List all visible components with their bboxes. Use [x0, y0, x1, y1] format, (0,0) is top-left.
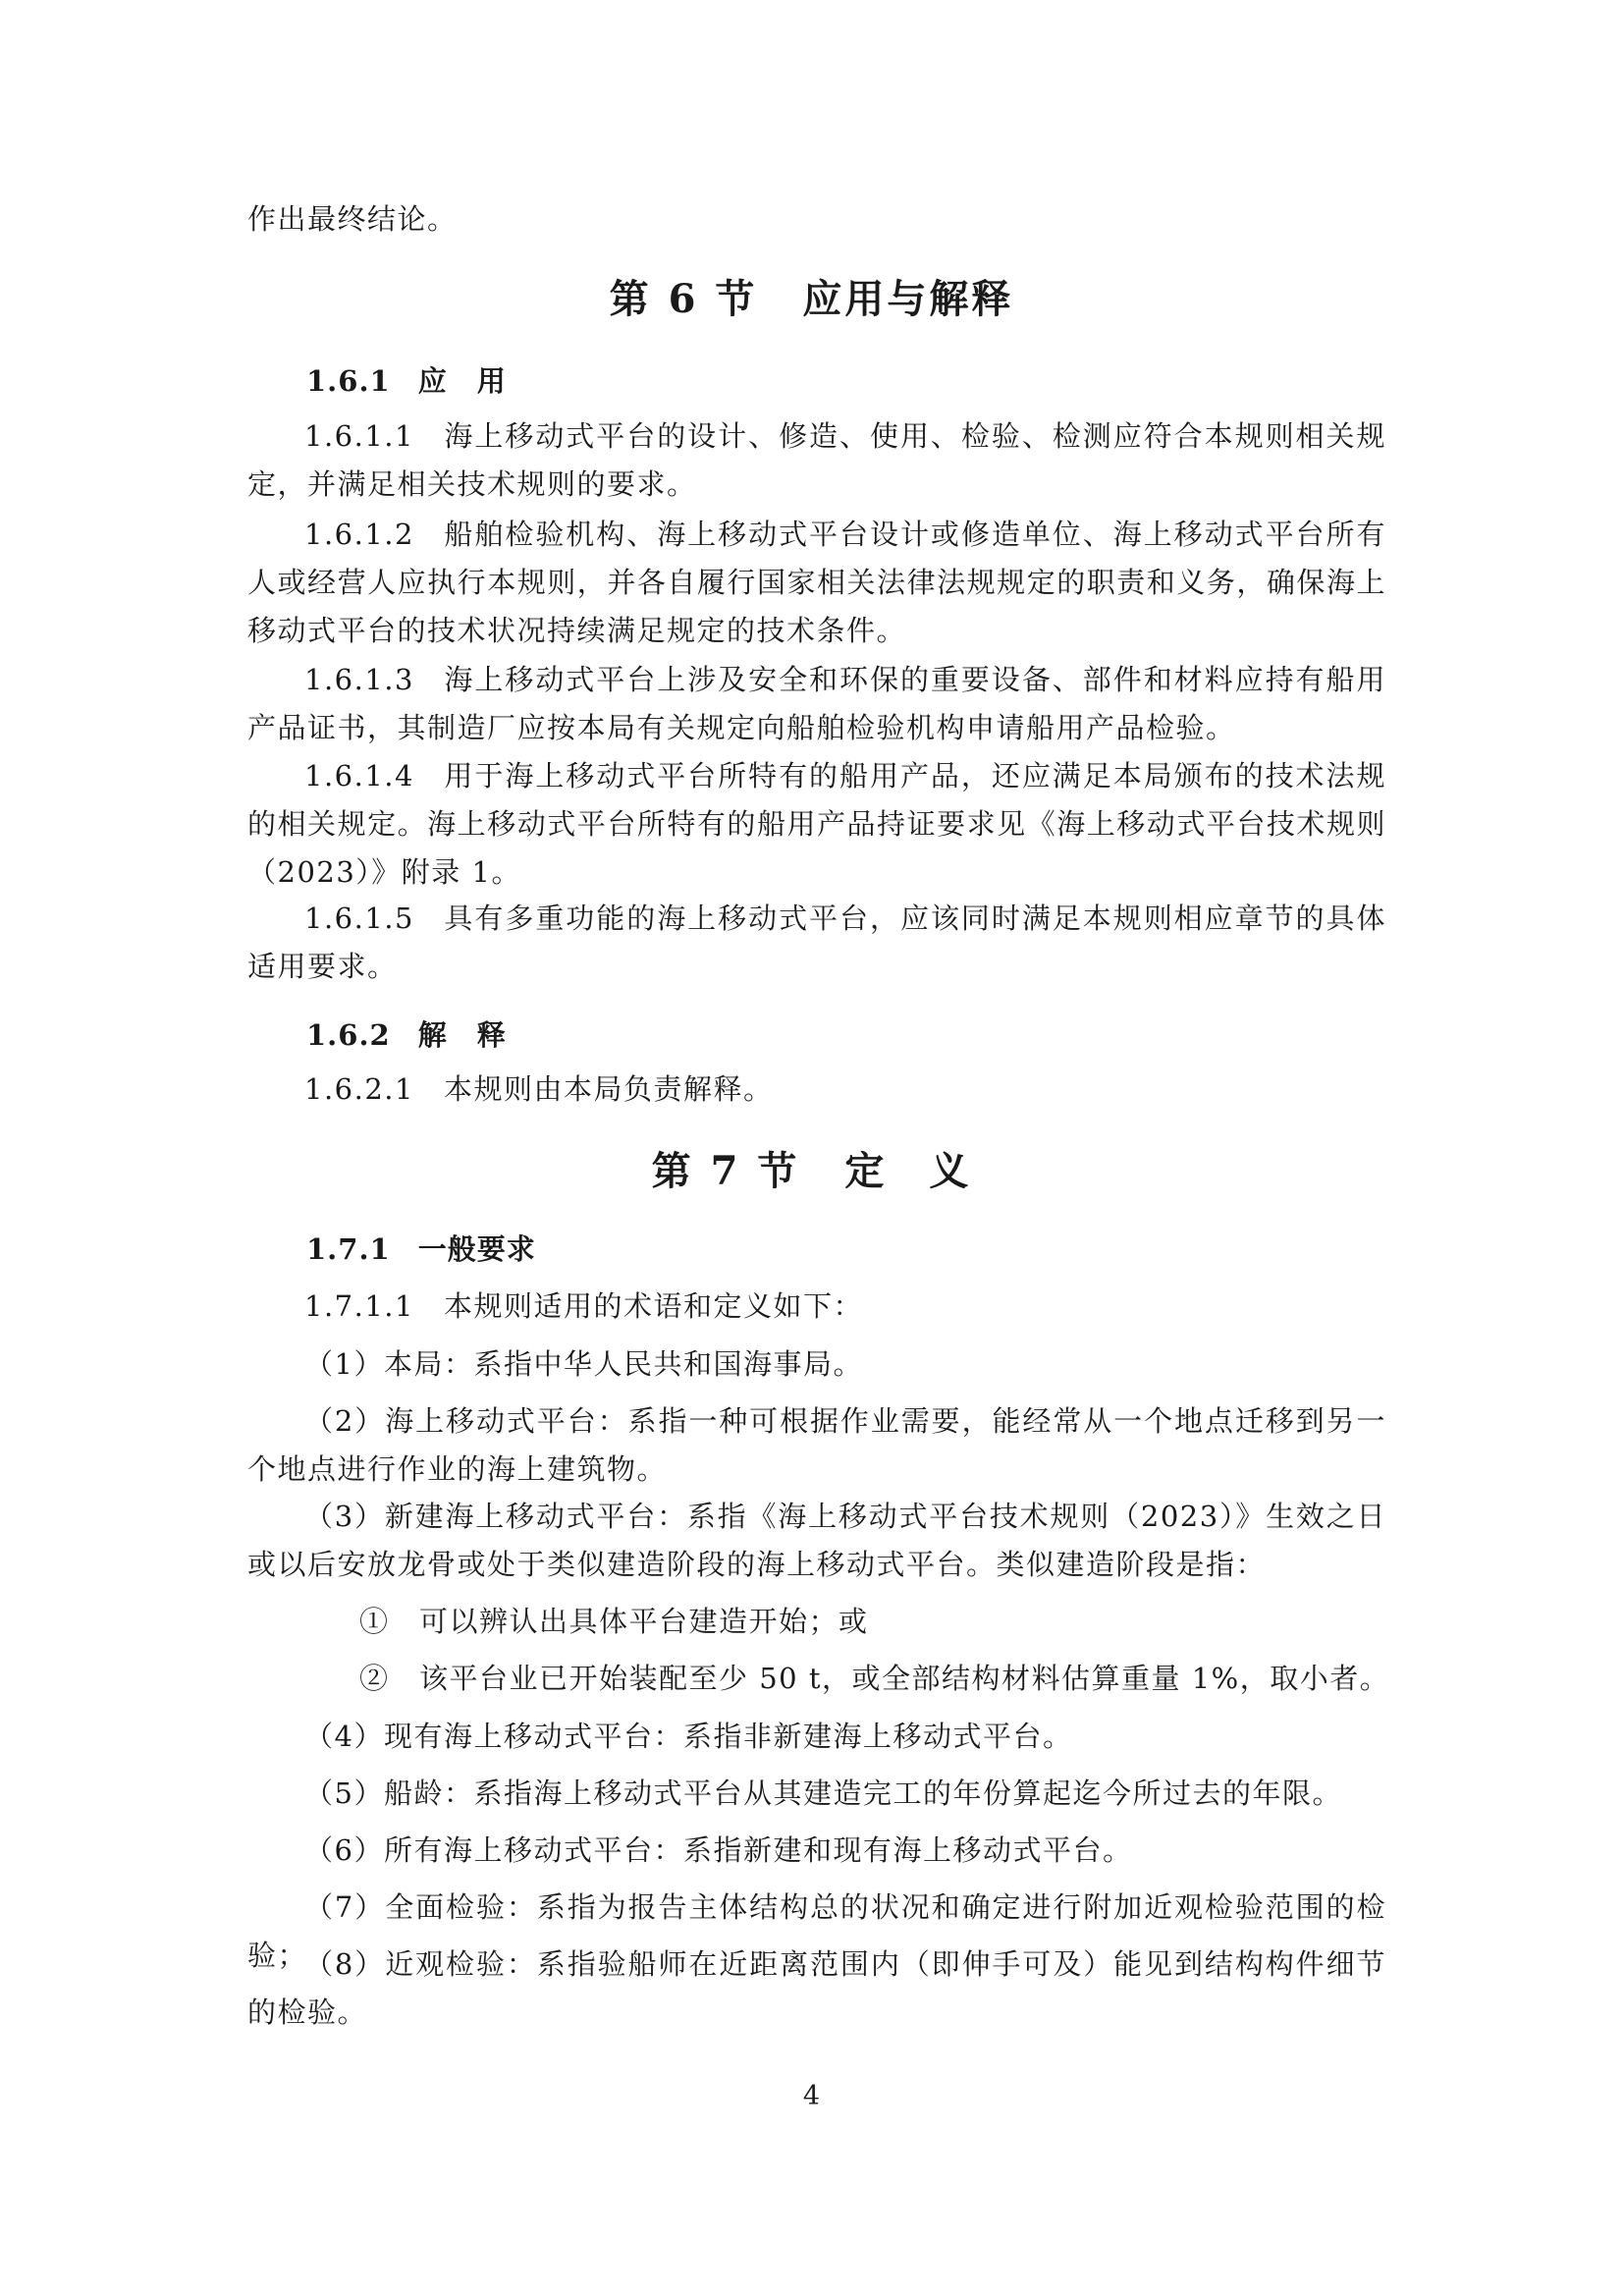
- heading-1-6-1: [306, 357, 507, 406]
- clause-text: 具有多重功能的海上移动式平台，应该同时满足本规则相应章节的具体适用要求。: [247, 902, 1386, 983]
- clause-number: 1.6.1.3: [304, 663, 414, 696]
- clause-number: 1.6.2.1: [304, 1072, 414, 1106]
- section-7-number: 第 7 节: [651, 1148, 800, 1194]
- section-6-number: 第 6 节: [609, 276, 758, 322]
- clause-text: 本规则适用的术语和定义如下：: [443, 1289, 863, 1323]
- clause-1-6-2-1: [247, 1066, 1386, 1114]
- definition-item: （7）全面检验：系指为报告主体结构总的状况和确定进行附加近观检验范围的检验；: [247, 1890, 1386, 1972]
- sub-item: ② 该平台业已开始装配至少 50 t，或全部结构材料估算重量 1%，取小者。: [359, 1662, 1390, 1695]
- heading-1-7-1: [306, 1226, 536, 1274]
- heading-title: 应 用: [417, 364, 507, 398]
- clause-number: 1.7.1.1: [304, 1289, 414, 1323]
- heading-title: 解 释: [417, 1018, 507, 1052]
- sub-item: ① 可以辨认出具体平台建造开始；或: [359, 1605, 869, 1638]
- definition-item: （2）海上移动式平台：系指一种可根据作业需要，能经常从一个地点迁移到另一个地点进行作业的海上建筑物。: [247, 1404, 1386, 1486]
- section-7-heading: [0, 1144, 1623, 1199]
- page-number: 4: [802, 2081, 821, 2111]
- heading-number: 1.7.1: [306, 1232, 391, 1266]
- clause-1-6-1-5: [247, 895, 1386, 991]
- intro-text: 作出最终结论。: [247, 202, 458, 236]
- section-6-heading: [0, 272, 1623, 327]
- definition-item: （5）船龄：系指海上移动式平台从其建造完工的年份算起迄今所过去的年限。: [304, 1777, 1342, 1810]
- definition-item: （1）本局：系指中华人民共和国海事局。: [304, 1347, 863, 1381]
- clause-1-7-1-1: [247, 1283, 1386, 1331]
- heading-number: 1.6.2: [306, 1018, 391, 1052]
- clause-text: 本规则由本局负责解释。: [443, 1072, 774, 1106]
- heading-title: 一般要求: [417, 1232, 536, 1266]
- clause-1-6-1-3: [247, 656, 1386, 752]
- clause-number: 1.6.1.1: [304, 419, 414, 453]
- clause-1-6-1-1: [247, 412, 1386, 509]
- clause-number: 1.6.1.2: [304, 518, 414, 551]
- clause-number: 1.6.1.4: [304, 759, 414, 793]
- clause-text: 船舶检验机构、海上移动式平台设计或修造单位、海上移动式平台所有人或经营人应执行本规则，并各自履行国家相关法律法规规定的职责和义务，确保海上移动式平台的技术状况持续满足规定的技术条件。: [247, 518, 1386, 647]
- definition-item: （3）新建海上移动式平台：系指《海上移动式平台技术规则（2023）》生效之日或以后安放龙骨或处于类似建造阶段的海上移动式平台。类似建造阶段是指：: [247, 1500, 1386, 1581]
- section-7-title: 定 义: [844, 1148, 972, 1194]
- clause-1-6-1-4: [247, 752, 1386, 897]
- heading-1-6-2: [306, 1011, 507, 1060]
- clause-text: 海上移动式平台上涉及安全和环保的重要设备、部件和材料应持有船用产品证书，其制造厂应按本局有关规定向船舶检验机构申请船用产品检验。: [247, 663, 1386, 744]
- heading-number: 1.6.1: [306, 364, 391, 398]
- definition-item: （4）现有海上移动式平台：系指非新建海上移动式平台。: [304, 1720, 1073, 1753]
- clause-number: 1.6.1.5: [304, 902, 414, 935]
- clause-1-6-1-2: [247, 511, 1386, 655]
- definition-item: （8）近观检验：系指验船师在近距离范围内（即伸手可及）能见到结构构件细节的检验。: [247, 1947, 1386, 2029]
- section-6-title: 应用与解释: [802, 276, 1014, 322]
- clause-text: 海上移动式平台的设计、修造、使用、检验、检测应符合本规则相关规定，并满足相关技术规则的要求。: [247, 419, 1386, 501]
- clause-text: 用于海上移动式平台所特有的船用产品，还应满足本局颁布的技术法规的相关规定。海上移动式平台所特有的船用产品持证要求见《海上移动式平台技术规则（2023）》附录 1。: [247, 759, 1386, 889]
- definition-item: （6）所有海上移动式平台：系指新建和现有海上移动式平台。: [304, 1833, 1133, 1867]
